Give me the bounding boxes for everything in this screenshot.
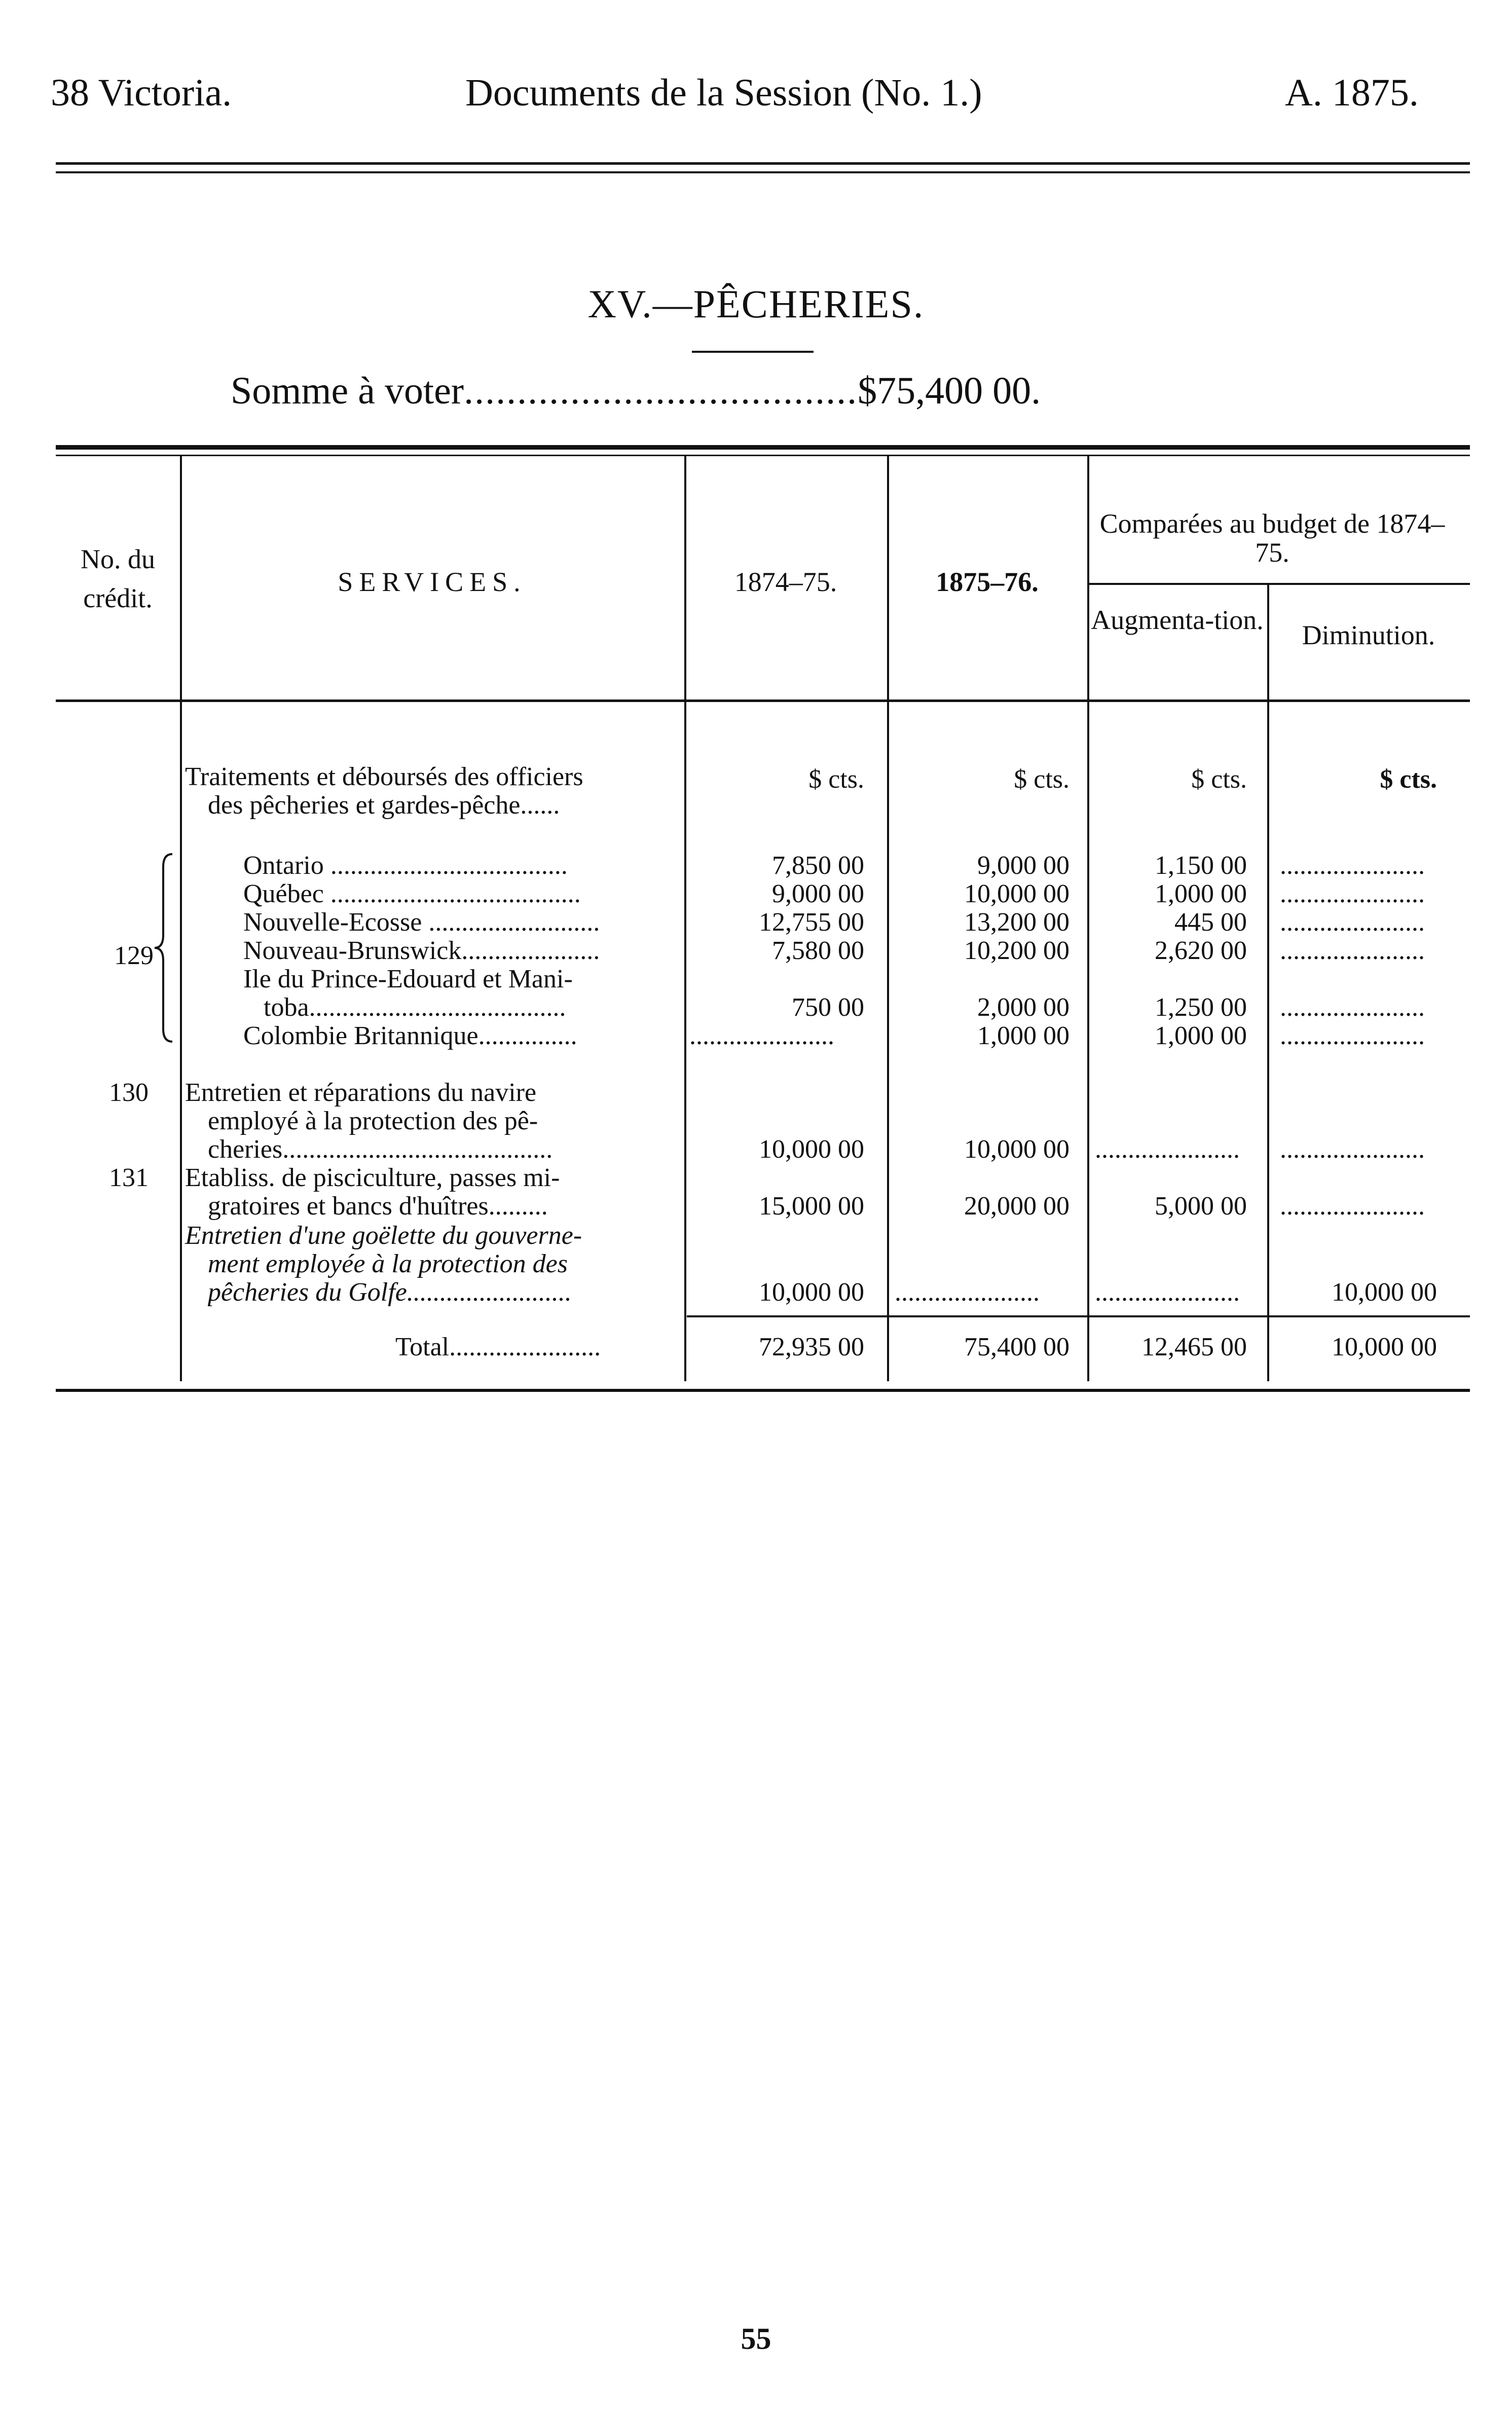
row-1875: 10,200 00 (964, 936, 1070, 965)
goelette-line3: pêcheries du Golfe......................... (208, 1278, 572, 1307)
section-title: XV.—PÊCHERIES. (587, 282, 925, 326)
etabliss-1875: 20,000 00 (964, 1192, 1070, 1221)
col-divider-1 (180, 456, 182, 1381)
somme-a-voter (231, 369, 1041, 413)
table-top-rule (56, 445, 1470, 450)
row-augmentation: 1,250 00 (1155, 993, 1247, 1022)
col-divider-2 (684, 456, 686, 1381)
header-comparees: Comparées au budget de 1874–75. (1099, 508, 1445, 568)
total-rule (687, 1315, 1470, 1317)
row-1874: 7,580 00 (772, 936, 864, 965)
row-label: toba....................................... (264, 993, 566, 1022)
row-label: Colombie Britannique............... (243, 1022, 577, 1050)
row-1874: 750 00 (792, 993, 864, 1022)
page-number: 55 (741, 2322, 771, 2355)
entretien-line3: cheries......................................... (208, 1135, 553, 1164)
header-rule-top (56, 162, 1470, 165)
goelette-1875: ...................... (895, 1278, 1040, 1307)
header-center: Documents de la Session (No. 1.) (465, 71, 982, 114)
entretien-diminution: ...................... (1280, 1135, 1425, 1164)
goelette-augmentation: ...................... (1095, 1278, 1240, 1307)
brace-icon (152, 852, 177, 1044)
row-1874: 9,000 00 (772, 879, 864, 908)
unit-augmentation: $ cts. (1191, 765, 1247, 794)
unit-diminution: $ cts. (1380, 765, 1437, 794)
unit-1875: $ cts. (1014, 765, 1070, 794)
etabliss-augmentation: 5,000 00 (1155, 1192, 1247, 1221)
row-augmentation: 445 00 (1174, 908, 1247, 937)
table-top-rule-thin (56, 455, 1470, 456)
credit-131: 131 (109, 1163, 149, 1192)
row-diminution: ...................... (1280, 993, 1425, 1022)
header-augmentation: Augmenta-tion. (1091, 605, 1264, 635)
row-label: Québec ...................................... (243, 880, 581, 908)
section-title-line1: Traitements et déboursés des officiers (185, 762, 583, 791)
header-1875: 1875–76. (936, 567, 1039, 597)
etabliss-line2: gratoires et bancs d'huîtres......... (208, 1192, 548, 1221)
col-divider-3 (887, 456, 889, 1381)
row-diminution: ...................... (1280, 908, 1425, 937)
entretien-1874: 10,000 00 (759, 1135, 864, 1164)
total-augmentation: 12,465 00 (1141, 1333, 1247, 1361)
header-credit-line1: No. du (81, 544, 155, 574)
header-rule-bottom (56, 171, 1470, 173)
row-augmentation: 1,000 00 (1155, 879, 1247, 908)
row-label: Ile du Prince-Edouard et Mani- (243, 965, 573, 993)
row-augmentation: 2,620 00 (1155, 936, 1247, 965)
row-diminution: ...................... (1280, 1022, 1425, 1050)
entretien-1875: 10,000 00 (964, 1135, 1070, 1164)
row-1874: 7,850 00 (772, 851, 864, 880)
col-divider-5 (1267, 583, 1269, 1381)
row-diminution: ...................... (1280, 852, 1425, 880)
somme-dots: ..................................... (464, 370, 858, 412)
section-title-line2: des pêcheries et gardes-pêche...... (208, 791, 560, 820)
entretien-line2: employé à la protection des pê- (208, 1107, 538, 1135)
row-label: Ontario .................................... (243, 852, 568, 880)
row-1875: 13,200 00 (964, 908, 1070, 937)
total-diminution: 10,000 00 (1332, 1333, 1437, 1361)
header-left: 38 Victoria. (51, 71, 232, 114)
row-1875: 10,000 00 (964, 879, 1070, 908)
credit-130: 130 (109, 1078, 149, 1107)
unit-1874: $ cts. (808, 765, 864, 794)
row-diminution: ...................... (1280, 880, 1425, 908)
row-1874: ...................... (689, 1022, 834, 1050)
row-1875: 2,000 00 (977, 993, 1070, 1022)
title-underline (692, 351, 814, 353)
header-bottom-rule (56, 699, 1470, 702)
somme-amount: $75,400 00. (858, 370, 1041, 412)
row-1875: 9,000 00 (977, 851, 1070, 880)
col-divider-4 (1087, 456, 1089, 1381)
row-1875: 1,000 00 (977, 1021, 1070, 1050)
etabliss-1874: 15,000 00 (759, 1192, 864, 1221)
goelette-1874: 10,000 00 (759, 1278, 864, 1307)
goelette-line2: ment employée à la protection des (208, 1249, 568, 1278)
header-services: SERVICES. (338, 567, 527, 597)
credit-129: 129 (114, 941, 154, 970)
somme-label: Somme à voter (231, 370, 464, 412)
header-credit (58, 545, 177, 612)
header-right: A. 1875. (1285, 71, 1419, 114)
total-label: Total....................... (395, 1333, 601, 1361)
total-1875: 75,400 00 (964, 1333, 1070, 1361)
row-augmentation: 1,150 00 (1155, 851, 1247, 880)
entretien-line1: Entretien et réparations du navire (185, 1078, 537, 1107)
row-label: Nouveau-Brunswick..................... (243, 937, 600, 965)
row-1874: 12,755 00 (759, 908, 864, 937)
row-label: Nouvelle-Ecosse .......................... (243, 908, 600, 937)
header-diminution: Diminution. (1302, 620, 1435, 650)
row-augmentation: 1,000 00 (1155, 1021, 1247, 1050)
table-bottom-rule (56, 1389, 1470, 1392)
row-diminution: ...................... (1280, 937, 1425, 965)
etabliss-diminution: ...................... (1280, 1192, 1425, 1221)
total-1874: 72,935 00 (759, 1333, 864, 1361)
header-1874: 1874–75. (734, 567, 837, 597)
comparees-rule (1087, 583, 1470, 585)
goelette-diminution: 10,000 00 (1332, 1278, 1437, 1307)
entretien-augmentation: ...................... (1095, 1135, 1240, 1164)
goelette-line1: Entretien d'une goëlette du gouverne- (185, 1221, 582, 1250)
etabliss-line1: Etabliss. de pisciculture, passes mi- (185, 1163, 560, 1192)
header-credit-line2: crédit. (83, 582, 153, 613)
